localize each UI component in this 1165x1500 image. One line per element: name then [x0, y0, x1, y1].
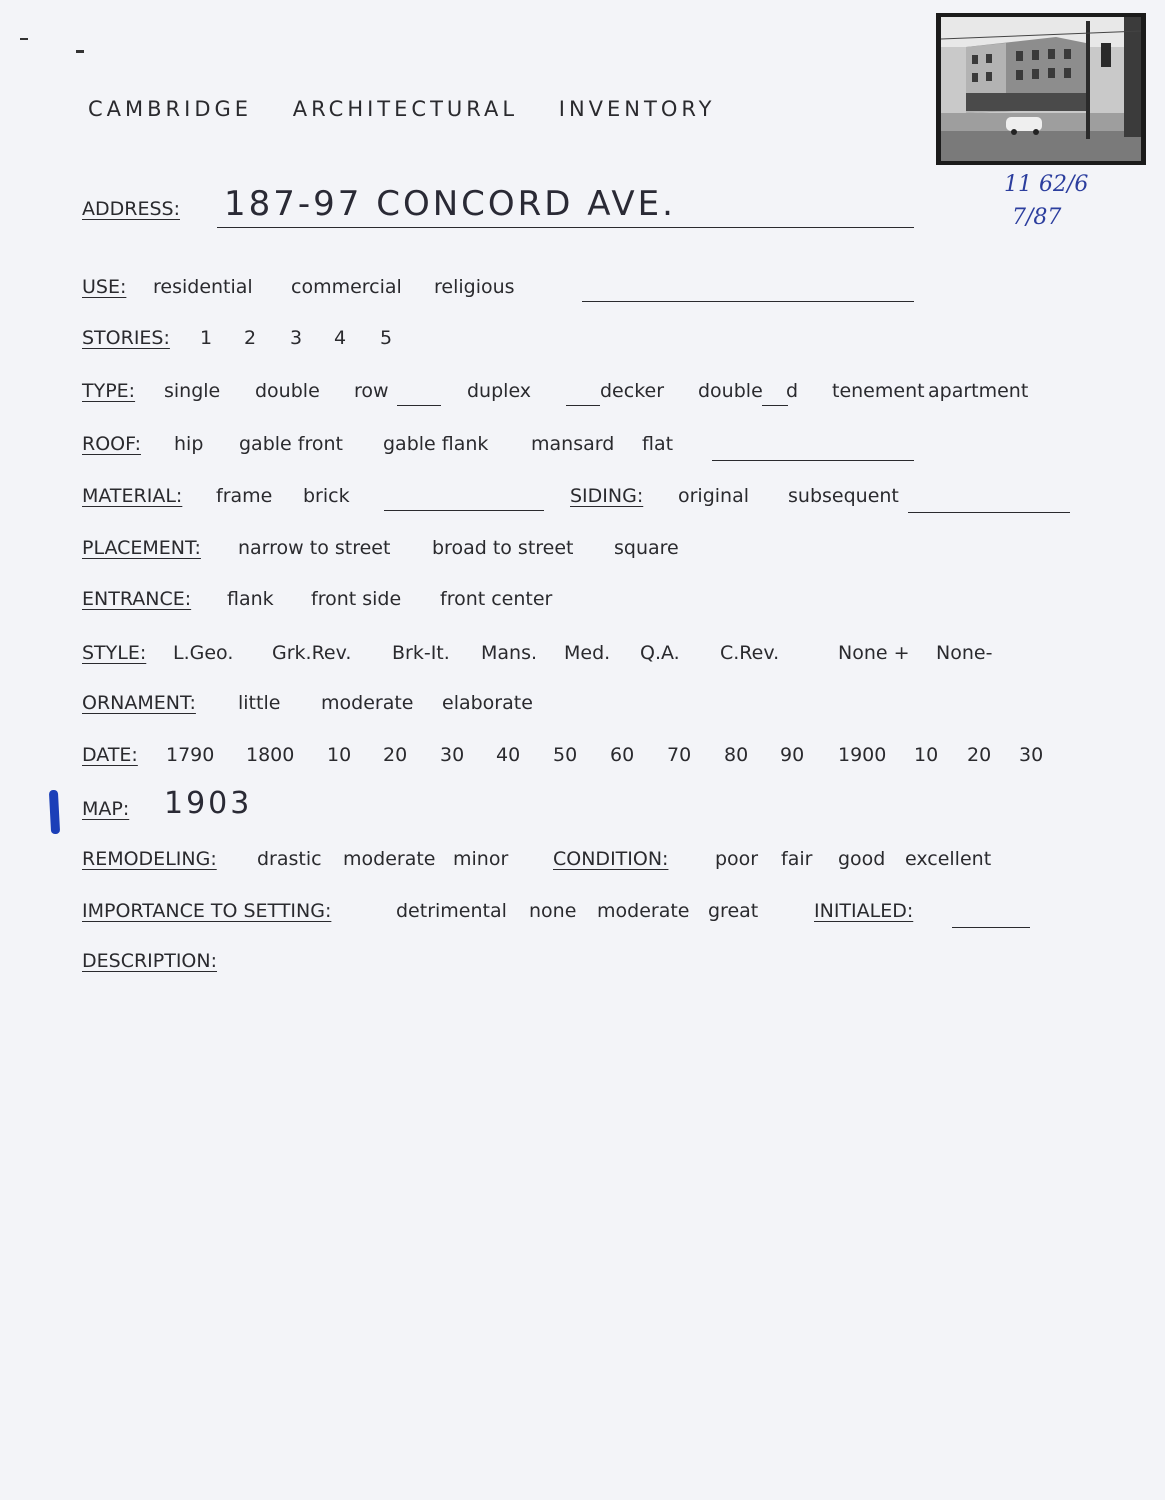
material-option: frame	[216, 485, 273, 507]
style-option: C.Rev.	[720, 642, 780, 664]
description-row	[82, 950, 217, 980]
style-option: L.Geo.	[173, 642, 234, 664]
roof-label: ROOF:	[82, 433, 141, 455]
placement-option: narrow to street	[238, 537, 391, 559]
date-option: 20	[967, 744, 992, 766]
ornament-option: elaborate	[442, 692, 533, 714]
siding-option: subsequent	[788, 485, 899, 507]
siding-label: SIDING:	[570, 485, 644, 507]
use-other-line	[582, 300, 914, 302]
date-option: 80	[724, 744, 749, 766]
stories-option: 1	[200, 327, 213, 349]
type-option: d	[786, 380, 799, 402]
handwritten-note: 7/87	[1012, 205, 1062, 230]
stories-option: 3	[290, 327, 303, 349]
initialed-label: INITIALED:	[814, 900, 914, 922]
date-option: 1900	[838, 744, 887, 766]
stories-label: STORIES:	[82, 327, 170, 349]
condition-option: good	[838, 848, 886, 870]
use-label: USE:	[82, 276, 127, 298]
roof-option: gable front	[239, 433, 343, 455]
date-option: 40	[496, 744, 521, 766]
date-option: 60	[610, 744, 635, 766]
style-option: None +	[838, 642, 910, 664]
stories-option: 4	[334, 327, 347, 349]
date-option: 30	[1019, 744, 1044, 766]
date-option: 10	[914, 744, 939, 766]
title-word: ARCHITECTURAL	[292, 97, 519, 121]
type-option: row	[354, 380, 389, 402]
remodeling-label: REMODELING:	[82, 848, 217, 870]
entrance-option: flank	[227, 588, 274, 610]
type-option: single	[164, 380, 221, 402]
remodeling-option: moderate	[343, 848, 436, 870]
remodeling-row	[82, 848, 992, 878]
roof-other-line	[712, 459, 914, 461]
type-option: apartment	[928, 380, 1029, 402]
type-option: tenement	[832, 380, 925, 402]
address-row	[82, 184, 676, 228]
stories-option: 2	[244, 327, 257, 349]
date-option: 30	[440, 744, 465, 766]
type-row-line	[397, 404, 441, 406]
ornament-option: moderate	[321, 692, 414, 714]
date-option: 90	[780, 744, 805, 766]
use-option: religious	[434, 276, 515, 298]
stories-row	[82, 327, 393, 357]
importance-label: IMPORTANCE TO SETTING:	[82, 900, 332, 922]
roof-option: flat	[642, 433, 674, 455]
placement-option: square	[614, 537, 679, 559]
placement-option: broad to street	[432, 537, 574, 559]
material-other-line	[384, 509, 544, 511]
material-label: MATERIAL:	[82, 485, 183, 507]
map-label: MAP:	[82, 798, 130, 820]
entrance-label: ENTRANCE:	[82, 588, 192, 610]
remodeling-option: minor	[453, 848, 509, 870]
importance-option: detrimental	[396, 900, 507, 922]
date-option: 70	[667, 744, 692, 766]
building-photo	[936, 13, 1146, 165]
remodeling-option: drastic	[257, 848, 322, 870]
title-word: CAMBRIDGE	[88, 97, 253, 121]
use-option: commercial	[291, 276, 402, 298]
siding-other-line	[908, 511, 1070, 513]
roof-row	[82, 433, 674, 463]
type-row	[82, 380, 1029, 410]
type-decker-line	[566, 404, 600, 406]
roof-option: hip	[174, 433, 204, 455]
condition-label: CONDITION:	[553, 848, 669, 870]
date-option: 1790	[166, 744, 215, 766]
entrance-option: front side	[311, 588, 402, 610]
importance-row	[82, 900, 914, 930]
type-option: duplex	[467, 380, 532, 402]
address-line	[217, 226, 914, 228]
style-label: STYLE:	[82, 642, 147, 664]
blue-marker-stroke	[49, 790, 60, 834]
material-option: brick	[303, 485, 350, 507]
type-label: TYPE:	[82, 380, 136, 402]
title-word: INVENTORY	[558, 97, 716, 121]
date-option: 20	[383, 744, 408, 766]
map-row	[82, 786, 253, 828]
style-option: Q.A.	[640, 642, 680, 664]
date-option: 50	[553, 744, 578, 766]
material-row	[82, 485, 899, 515]
style-option: None-	[936, 642, 993, 664]
use-option: residential	[153, 276, 253, 298]
date-label: DATE:	[82, 744, 138, 766]
description-label: DESCRIPTION:	[82, 950, 218, 972]
entrance-option: front center	[440, 588, 553, 610]
placement-row	[82, 537, 679, 567]
roof-option: gable flank	[383, 433, 489, 455]
siding-option: original	[678, 485, 750, 507]
entrance-row	[82, 588, 553, 618]
ornament-label: ORNAMENT:	[82, 692, 196, 714]
date-option: 10	[327, 744, 352, 766]
importance-option: moderate	[597, 900, 690, 922]
type-option: decker	[600, 380, 665, 402]
placement-label: PLACEMENT:	[82, 537, 201, 559]
style-option: Brk-It.	[392, 642, 450, 664]
style-row	[82, 642, 993, 672]
type-option: double	[698, 380, 763, 402]
date-option: 1800	[246, 744, 295, 766]
style-option: Mans.	[481, 642, 538, 664]
use-row	[82, 276, 515, 306]
roof-option: mansard	[531, 433, 615, 455]
ornament-row	[82, 692, 533, 722]
condition-option: excellent	[905, 848, 992, 870]
ornament-option: little	[238, 692, 281, 714]
stories-option: 5	[380, 327, 393, 349]
importance-option: none	[529, 900, 577, 922]
date-row	[82, 744, 1044, 774]
scan-mark	[76, 50, 84, 53]
form-title	[88, 97, 745, 121]
scan-mark	[20, 38, 28, 40]
map-value: 1903	[164, 786, 253, 821]
condition-option: poor	[715, 848, 759, 870]
address-value: 187-97 CONCORD AVE.	[224, 184, 676, 224]
handwritten-note: 11 62/6	[1004, 172, 1089, 197]
type-option: double	[255, 380, 320, 402]
style-option: Med.	[564, 642, 611, 664]
initialed-line	[952, 926, 1030, 928]
address-label: ADDRESS:	[82, 198, 180, 220]
condition-option: fair	[781, 848, 813, 870]
style-option: Grk.Rev.	[272, 642, 352, 664]
importance-option: great	[708, 900, 759, 922]
type-double-line	[762, 404, 788, 406]
